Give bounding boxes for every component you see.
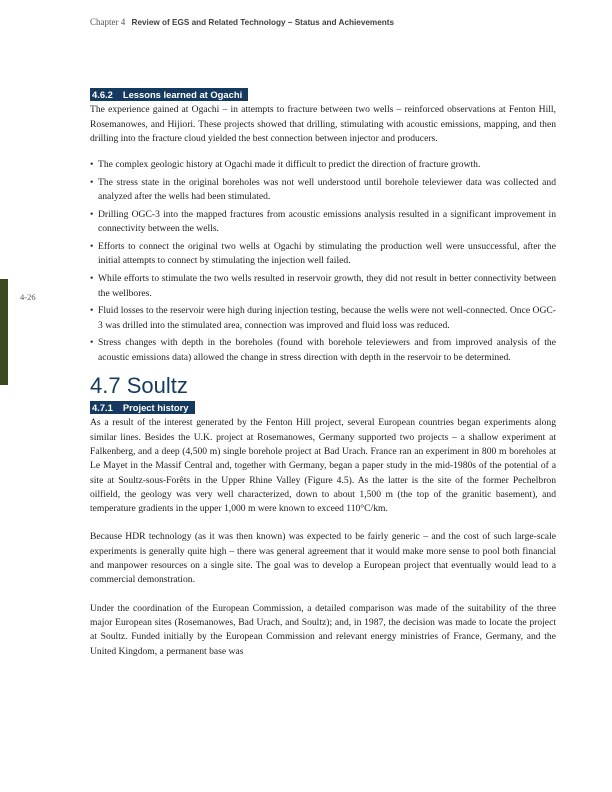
project-history-paragraph: As a result of the interest generated by the Fenton Hill project, several European countries began experiments along similar lines. Besides the U.K. project at Rosemanowes, Germany supported two projects – a shallow experiment at Falkenberg, and a deep (4,500 m) single borehole project at Bad Urach. France ran an experiment in 800 m boreholes at Le Mayet in the Massif Central and, together with Germany, began a paper study in the mid-1980s of the potential of a site at Soultz-sous-Forêts in the Upper Rhine Valley (Figure 4.5). As the latter is the site of the former Pechelbron oilfield, the geology was very well characterized, down to about 1,500 m (the top of the granitic basement), and temperature gradients in the upper 1,000 m were known to exceed 110°C/km. — [90, 417, 556, 515]
subsection-number: 4.7.1 — [92, 402, 113, 414]
section-heading-soultz: 4.7 Soultz — [90, 373, 188, 399]
subsection-heading-4-6-2 — [90, 88, 248, 101]
list-item: • The complex geologic history at Ogachi made it difficult to predict the direction of fracture growth. — [90, 158, 556, 172]
chapter-label: Chapter 4 — [90, 17, 126, 27]
subsection-title: Lessons learned at Ogachi — [122, 89, 243, 100]
list-item: • While efforts to stimulate the two wells resulted in reservoir growth, they did not result in better connectivity between the wellbores. — [90, 272, 556, 301]
list-item: • Drilling OGC-3 into the mapped fractures from acoustic emissions analysis resulted in a significant improvement in connectivity between the wells. — [90, 208, 556, 237]
chapter-title: Review of EGS and Related Technology – Status and Achievements — [131, 18, 395, 27]
list-item: • Fluid losses to the reservoir were high during injection testing, because the wells were not well-connected. Once OGC-3 was drilled into the stimulated area, connection was improved and fluid loss was reduced. — [90, 304, 556, 333]
list-item: • Efforts to connect the original two wells at Ogachi by stimulating the production well were unsuccessful, after the initial attempts to connect by stimulating the injection well failed. — [90, 240, 556, 269]
list-item: • The stress state in the original boreholes was not well understood until borehole televiewer data was collected and analyzed after the wells had been stimulated. — [90, 176, 556, 205]
page-body — [90, 88, 556, 659]
subsection-heading-4-7-1 — [90, 401, 195, 414]
lessons-bullet-list — [90, 158, 556, 365]
subsection-number: 4.6.2 — [92, 89, 113, 100]
chapter-side-bar — [0, 279, 8, 385]
list-item: • Stress changes with depth in the boreholes (found with borehole televiewers and from improved analysis of the acoustic emissions data) allowed the change in stress direction with depth in the reservoir to be determined. — [90, 336, 556, 365]
project-history-paragraph: Because HDR technology (as it was then known) was expected to be fairly generic – and the cost of such large-scale experiments is generally quite high – there was general agreement that it would make more sense to pool both financial and manpower resources on a single site. The goal was to develop a European project that eventually would lead to a commercial demonstration. — [90, 531, 556, 586]
project-history-paragraph: Under the coordination of the European Commission, a detailed comparison was made of the suitability of the three major European sites (Rosemanowes, Bad Urach, and Soultz); and, in 1987, the decision was made to locate the project at Soultz. Funded initially by the European Commission and relevant energy ministries of France, Germany, and the United Kingdom, a permanent base was — [90, 602, 556, 657]
page-number: 4-26 — [20, 292, 36, 302]
running-header — [90, 17, 394, 27]
lessons-intro-paragraph: The experience gained at Ogachi – in attempts to fracture between two wells – reinforced observations at Fenton Hill, Rosemanowes, and Hijiori. These projects showed that drilling, stimulating with acoustic emissions, mapping, and then drilling into the fracture cloud yielded the best connection between injector and producers. — [90, 104, 556, 144]
subsection-title: Project history — [122, 402, 189, 414]
